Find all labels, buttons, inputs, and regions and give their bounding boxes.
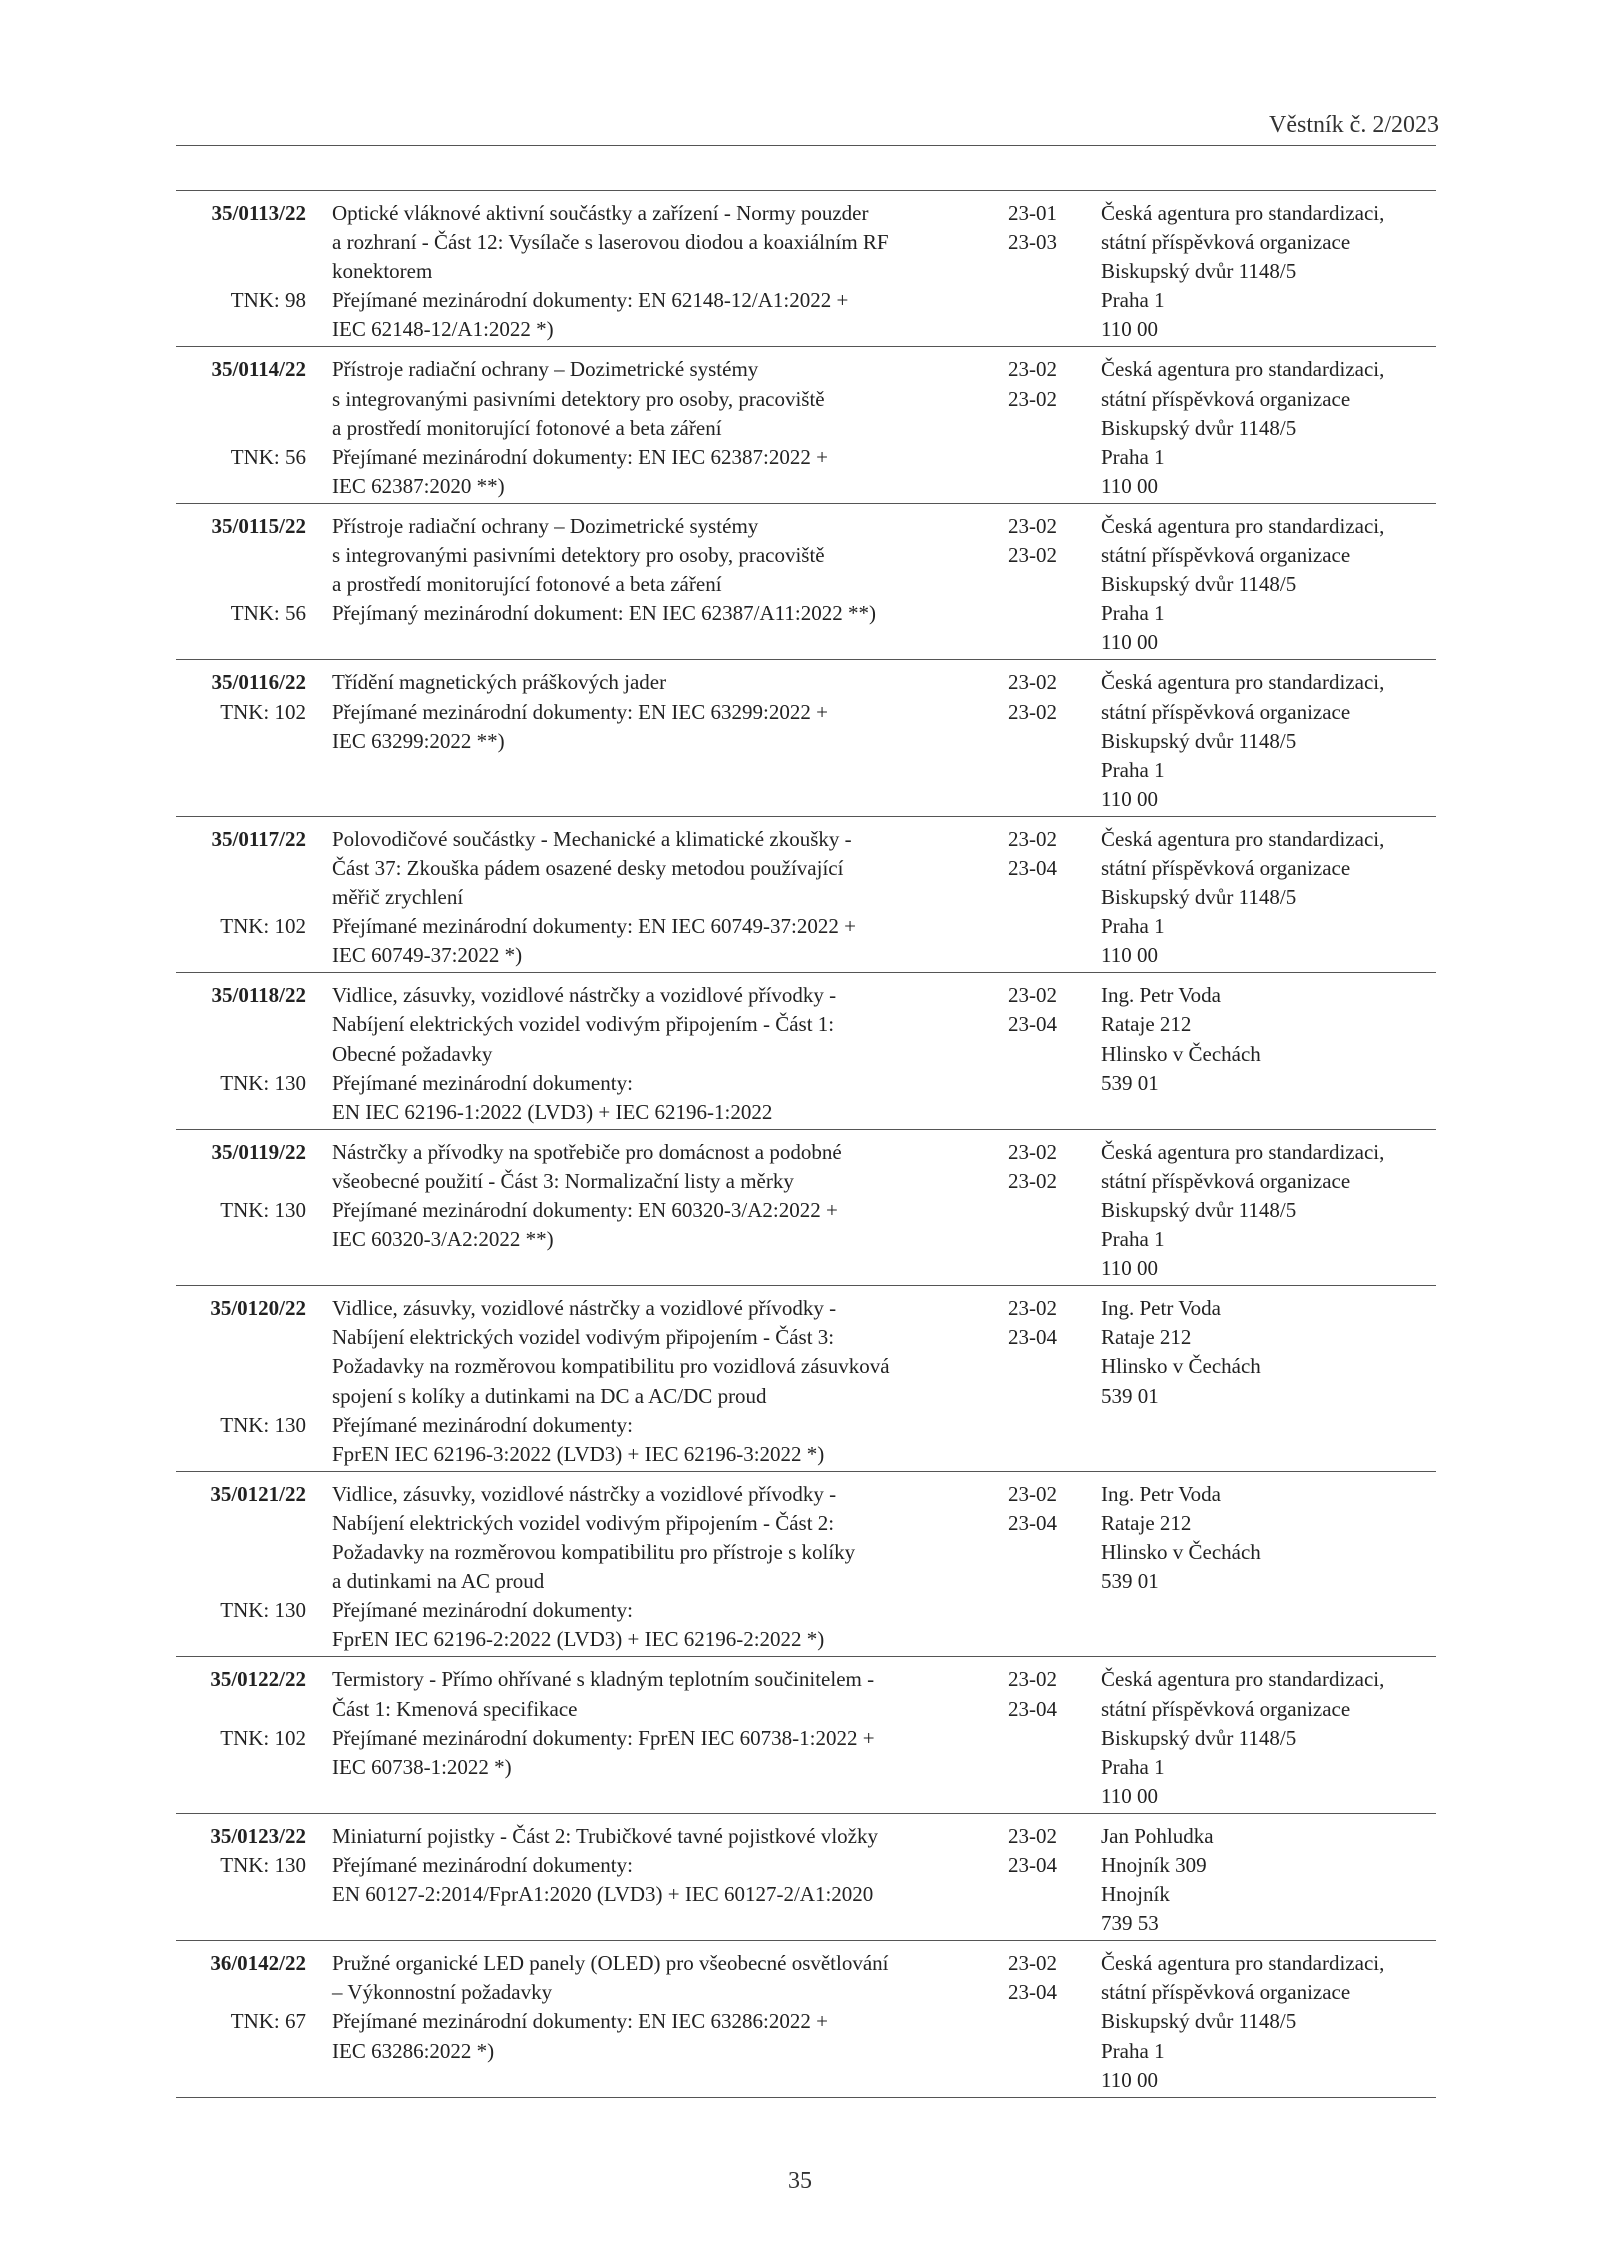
record-number: 35/0113/22: [211, 201, 306, 225]
record-title-line: s integrovanými pasivními detektory pro osoby, pracoviště: [332, 543, 825, 568]
record-dates-column: [1008, 1665, 1101, 1810]
record-title-line: a rozhraní - Část 12: Vysílače s laserovou diodou a koaxiálním RF: [332, 230, 889, 255]
record-contact-line: Ing. Petr Voda: [1101, 1296, 1221, 1321]
record-row: [176, 1286, 1436, 1472]
record-contact-column: [1101, 512, 1436, 657]
record-id-column: [176, 355, 332, 500]
record-date: 23-02: [1008, 1951, 1057, 1976]
record-tnk: TNK: 130: [220, 1070, 306, 1095]
record-date: 23-02: [1008, 670, 1057, 695]
record-title-line: Polovodičové součástky - Mechanické a klimatické zkoušky -: [332, 826, 852, 851]
record-tnk: TNK: 102: [220, 699, 306, 724]
record-id-column: [176, 1294, 332, 1469]
record-contact-line: Česká agentura pro standardizaci,: [1101, 513, 1385, 538]
header-divider: [176, 145, 1436, 146]
record-tnk: TNK: 130: [220, 1412, 306, 1437]
record-contact-column: [1101, 668, 1436, 813]
record-contact-line: státní příspěvková organizace: [1101, 1980, 1351, 2005]
record-title-column: [332, 512, 1008, 657]
record-tnk: TNK: 130: [220, 1598, 306, 1623]
record-documents-line: FprEN IEC 62196-3:2022 (LVD3) + IEC 62196-3:2022 *): [332, 1441, 825, 1466]
record-date: 23-04: [1008, 1696, 1057, 1721]
record-documents-line: EN IEC 62196-1:2022 (LVD3) + IEC 62196-1:2022: [332, 1099, 773, 1124]
record-id-column: [176, 668, 332, 813]
record-dates-column: [1008, 1294, 1101, 1469]
record-date: 23-04: [1008, 1852, 1057, 1877]
record-number: 35/0119/22: [211, 1139, 306, 1164]
record-title-line: Požadavky na rozměrovou kompatibilitu pro vozidlová zásuvková: [332, 1354, 890, 1379]
record-tnk: TNK: 67: [230, 2009, 306, 2034]
record-contact-line: Rataje 212: [1101, 1510, 1192, 1535]
page-number: 35: [788, 2168, 812, 2194]
record-title-column: [332, 668, 1008, 813]
record-contact-line: 739 53: [1101, 1911, 1159, 1936]
record-date: 23-02: [1008, 826, 1057, 851]
record-documents-line: Přejímaný mezinárodní dokument: EN IEC 62387/A11:2022 **): [332, 601, 876, 626]
record-contact-line: státní příspěvková organizace: [1101, 230, 1351, 255]
record-contact-line: Praha 1: [1101, 914, 1165, 939]
record-contact-column: [1101, 1480, 1436, 1655]
page-header-title: Věstník č. 2/2023: [1269, 112, 1439, 138]
record-contact-line: 110 00: [1101, 786, 1158, 811]
record-contact-line: Hlinsko v Čechách: [1101, 1540, 1261, 1565]
record-contact-line: Praha 1: [1101, 757, 1165, 782]
record-id-column: [176, 512, 332, 657]
record-number: 35/0120/22: [210, 1296, 306, 1321]
record-contact-line: státní příspěvková organizace: [1101, 386, 1351, 411]
record-documents-line: IEC 63299:2022 **): [332, 728, 505, 753]
record-title-line: Obecné požadavky: [332, 1041, 493, 1066]
record-contact-line: Česká agentura pro standardizaci,: [1101, 826, 1385, 851]
record-documents-line: Přejímané mezinárodní dokumenty:: [332, 1070, 633, 1095]
record-dates-column: [1008, 981, 1101, 1126]
record-tnk: TNK: 102: [220, 1725, 306, 1750]
record-date: 23-04: [1008, 1012, 1057, 1037]
record-contact-line: Hnojník 309: [1101, 1852, 1207, 1877]
record-date: 23-02: [1008, 1481, 1057, 1506]
record-number: 35/0117/22: [211, 826, 306, 851]
record-id-column: [176, 1822, 332, 1938]
record-contact-line: 539 01: [1101, 1383, 1159, 1408]
record-contact-line: Biskupský dvůr 1148/5: [1101, 415, 1297, 440]
record-title-line: spojení s kolíky a dutinkami na DC a AC/DC proud: [332, 1383, 767, 1408]
record-contact-line: 110 00: [1101, 1783, 1158, 1808]
record-contact-line: 539 01: [1101, 1070, 1159, 1095]
record-dates-column: [1008, 668, 1101, 813]
record-title-line: Vidlice, zásuvky, vozidlové nástrčky a vozidlové přívodky -: [332, 1481, 837, 1506]
record-documents-line: EN 60127-2:2014/FprA1:2020 (LVD3) + IEC 60127-2/A1:2020: [332, 1882, 874, 1907]
record-title-line: a prostředí monitorující fotonové a beta záření: [332, 415, 722, 440]
record-contact-column: [1101, 1822, 1436, 1938]
record-title-column: [332, 1480, 1008, 1655]
record-documents-line: Přejímané mezinárodní dokumenty: EN IEC 63286:2022 +: [332, 2009, 828, 2034]
record-documents-line: Přejímané mezinárodní dokumenty: FprEN IEC 60738-1:2022 +: [332, 1725, 875, 1750]
record-contact-line: Biskupský dvůr 1148/5: [1101, 1198, 1297, 1222]
record-contact-line: Rataje 212: [1101, 1012, 1192, 1037]
record-date: 23-04: [1008, 1510, 1057, 1535]
record-contact-line: Praha 1: [1101, 1227, 1165, 1252]
record-row: [176, 191, 1436, 347]
record-title-column: [332, 825, 1008, 970]
record-id-column: [176, 1665, 332, 1810]
record-contact-line: Česká agentura pro standardizaci,: [1101, 1667, 1385, 1692]
record-contact-column: [1101, 1138, 1436, 1283]
record-contact-line: 110 00: [1101, 943, 1158, 968]
record-id-column: [176, 1949, 332, 2094]
record-contact-line: Praha 1: [1101, 601, 1165, 626]
record-number: 35/0114/22: [211, 357, 306, 382]
record-title-line: – Výkonnostní požadavky: [332, 1980, 553, 2005]
record-contact-line: Biskupský dvůr 1148/5: [1101, 2009, 1297, 2034]
record-documents-line: IEC 62148-12/A1:2022 *): [332, 317, 554, 342]
record-title-line: Část 37: Zkouška pádem osazené desky metodou používající: [332, 855, 844, 880]
record-contact-line: Ing. Petr Voda: [1101, 1481, 1221, 1506]
record-contact-line: Česká agentura pro standardizaci,: [1101, 357, 1385, 382]
record-row: [176, 1814, 1436, 1941]
record-date: 23-02: [1008, 1667, 1057, 1692]
record-row: [176, 1941, 1436, 2097]
record-id-column: [176, 1480, 332, 1655]
record-dates-column: [1008, 355, 1101, 500]
record-contact-column: [1101, 199, 1436, 344]
record-contact-line: Jan Pohludka: [1101, 1823, 1214, 1848]
record-row: [176, 504, 1436, 660]
record-number: 35/0118/22: [211, 983, 306, 1008]
record-contact-column: [1101, 355, 1436, 500]
record-tnk: TNK: 98: [230, 288, 306, 313]
record-documents-line: IEC 60320-3/A2:2022 **): [332, 1227, 554, 1252]
record-date: 23-03: [1008, 230, 1057, 255]
record-contact-column: [1101, 1294, 1436, 1469]
record-contact-line: 110 00: [1101, 2067, 1158, 2092]
record-contact-line: 110 00: [1101, 630, 1158, 655]
record-title-line: Třídění magnetických práškových jader: [332, 670, 667, 695]
record-documents-line: IEC 60738-1:2022 *): [332, 1754, 512, 1779]
record-documents-line: Přejímané mezinárodní dokumenty: EN 60320-3/A2:2022 +: [332, 1198, 838, 1222]
record-contact-line: státní příspěvková organizace: [1101, 1168, 1351, 1193]
record-title-column: [332, 355, 1008, 500]
record-title-line: Vidlice, zásuvky, vozidlové nástrčky a vozidlové přívodky -: [332, 1296, 837, 1321]
record-documents-line: Přejímané mezinárodní dokumenty:: [332, 1852, 633, 1877]
record-date: 23-02: [1008, 357, 1057, 382]
record-documents-line: IEC 62387:2020 **): [332, 473, 505, 498]
record-title-line: Přístroje radiační ochrany – Dozimetrické systémy: [332, 513, 759, 538]
record-documents-line: Přejímané mezinárodní dokumenty:: [332, 1598, 633, 1623]
record-title-line: Nabíjení elektrických vozidel vodivým připojením - Část 2:: [332, 1510, 835, 1535]
record-title-column: [332, 1822, 1008, 1938]
record-title-line: Nabíjení elektrických vozidel vodivým připojením - Část 1:: [332, 1012, 835, 1037]
record-contact-line: Praha 1: [1101, 1754, 1165, 1779]
record-title-line: a dutinkami na AC proud: [332, 1569, 545, 1594]
record-documents-line: Přejímané mezinárodní dokumenty:: [332, 1412, 633, 1437]
record-dates-column: [1008, 1138, 1101, 1283]
record-title-line: Pružné organické LED panely (OLED) pro všeobecné osvětlování: [332, 1951, 889, 1976]
record-row: [176, 973, 1436, 1129]
record-contact-line: Biskupský dvůr 1148/5: [1101, 572, 1297, 597]
record-title-line: konektorem: [332, 259, 433, 284]
record-date: 23-04: [1008, 1980, 1057, 2005]
record-date: 23-02: [1008, 699, 1057, 724]
record-documents-line: IEC 63286:2022 *): [332, 2038, 495, 2063]
record-number: 35/0116/22: [211, 670, 306, 695]
record-dates-column: [1008, 1822, 1101, 1938]
record-contact-line: Ing. Petr Voda: [1101, 983, 1221, 1008]
record-contact-line: Česká agentura pro standardizaci,: [1101, 670, 1385, 695]
record-contact-line: státní příspěvková organizace: [1101, 699, 1351, 724]
record-title-column: [332, 1138, 1008, 1283]
record-contact-line: státní příspěvková organizace: [1101, 855, 1351, 880]
record-dates-column: [1008, 1480, 1101, 1655]
record-title-line: s integrovanými pasivními detektory pro osoby, pracoviště: [332, 386, 825, 411]
record-contact-line: státní příspěvková organizace: [1101, 1696, 1351, 1721]
record-dates-column: [1008, 825, 1101, 970]
record-contact-line: Biskupský dvůr 1148/5: [1101, 1725, 1297, 1750]
record-row: [176, 347, 1436, 503]
record-contact-line: 539 01: [1101, 1569, 1159, 1594]
record-contact-column: [1101, 1665, 1436, 1810]
record-documents-line: Přejímané mezinárodní dokumenty: EN IEC 63299:2022 +: [332, 699, 828, 724]
record-tnk: TNK: 56: [230, 444, 306, 469]
record-dates-column: [1008, 512, 1101, 657]
record-title-line: Požadavky na rozměrovou kompatibilitu pro přístroje s kolíky: [332, 1540, 856, 1565]
record-contact-column: [1101, 981, 1436, 1126]
record-title-line: Nástrčky a přívodky na spotřebiče pro domácnost a podobné: [332, 1139, 842, 1164]
record-title-line: a prostředí monitorující fotonové a beta záření: [332, 572, 722, 597]
record-date: 23-02: [1008, 1823, 1057, 1848]
record-dates-column: [1008, 1949, 1101, 2094]
record-title-column: [332, 1949, 1008, 2094]
record-tnk: TNK: 56: [230, 601, 306, 626]
record-number: 35/0122/22: [210, 1667, 306, 1692]
record-contact-line: Biskupský dvůr 1148/5: [1101, 259, 1297, 284]
record-dates-column: [1008, 199, 1101, 344]
record-title-line: Optické vláknové aktivní součástky a zařízení - Normy pouzder: [332, 201, 869, 225]
record-title-column: [332, 1294, 1008, 1469]
record-number: 35/0121/22: [210, 1481, 306, 1506]
record-row: [176, 1130, 1436, 1286]
record-row: [176, 817, 1436, 973]
record-date: 23-04: [1008, 855, 1057, 880]
record-documents-line: FprEN IEC 62196-2:2022 (LVD3) + IEC 62196-2:2022 *): [332, 1627, 825, 1652]
record-title-line: Část 1: Kmenová specifikace: [332, 1696, 578, 1721]
record-title-column: [332, 981, 1008, 1126]
record-contact-line: státní příspěvková organizace: [1101, 543, 1351, 568]
record-number: 35/0123/22: [210, 1823, 306, 1848]
record-date: 23-02: [1008, 543, 1057, 568]
record-contact-line: Praha 1: [1101, 444, 1165, 469]
record-date: 23-02: [1008, 983, 1057, 1008]
record-date: 23-02: [1008, 1296, 1057, 1321]
record-date: 23-04: [1008, 1325, 1057, 1350]
record-contact-line: 110 00: [1101, 1256, 1158, 1281]
record-date: 23-02: [1008, 1139, 1057, 1164]
record-contact-line: 110 00: [1101, 473, 1158, 498]
record-contact-line: Biskupský dvůr 1148/5: [1101, 728, 1297, 753]
record-contact-column: [1101, 1949, 1436, 2094]
record-title-line: všeobecné použití - Část 3: Normalizační listy a měrky: [332, 1168, 794, 1193]
record-contact-line: Česká agentura pro standardizaci,: [1101, 1951, 1385, 1976]
record-title-line: Miniaturní pojistky - Část 2: Trubičkové tavné pojistkové vložky: [332, 1823, 878, 1848]
record-tnk: TNK: 130: [220, 1198, 306, 1222]
record-row: [176, 1657, 1436, 1813]
record-title-column: [332, 1665, 1008, 1810]
record-date: 23-02: [1008, 1168, 1057, 1193]
record-contact-column: [1101, 825, 1436, 970]
record-documents-line: Přejímané mezinárodní dokumenty: EN 62148-12/A1:2022 +: [332, 288, 849, 313]
record-tnk: TNK: 130: [220, 1852, 306, 1877]
record-contact-line: Česká agentura pro standardizaci,: [1101, 1139, 1385, 1164]
records-table: [176, 190, 1436, 2098]
record-contact-line: 110 00: [1101, 317, 1158, 342]
record-contact-line: Hlinsko v Čechách: [1101, 1041, 1261, 1066]
record-contact-line: Hlinsko v Čechách: [1101, 1354, 1261, 1379]
record-id-column: [176, 199, 332, 344]
record-date: 23-01: [1008, 201, 1057, 225]
record-contact-line: Rataje 212: [1101, 1325, 1192, 1350]
record-contact-line: Praha 1: [1101, 2038, 1165, 2063]
record-contact-line: Praha 1: [1101, 288, 1165, 313]
record-contact-line: Biskupský dvůr 1148/5: [1101, 885, 1297, 910]
record-title-line: Přístroje radiační ochrany – Dozimetrické systémy: [332, 357, 759, 382]
record-title-column: [332, 199, 1008, 344]
record-row: [176, 1472, 1436, 1658]
record-row: [176, 660, 1436, 816]
record-documents-line: IEC 60749-37:2022 *): [332, 943, 523, 968]
record-id-column: [176, 825, 332, 970]
record-date: 23-02: [1008, 513, 1057, 538]
record-title-line: Vidlice, zásuvky, vozidlové nástrčky a vozidlové přívodky -: [332, 983, 837, 1008]
record-contact-line: Hnojník: [1101, 1882, 1170, 1907]
record-contact-line: Česká agentura pro standardizaci,: [1101, 201, 1385, 225]
record-title-line: Termistory - Přímo ohřívané s kladným teplotním součinitelem -: [332, 1667, 875, 1692]
record-documents-line: Přejímané mezinárodní dokumenty: EN IEC 62387:2022 +: [332, 444, 828, 469]
record-number: 36/0142/22: [210, 1951, 306, 1976]
record-number: 35/0115/22: [211, 513, 306, 538]
record-id-column: [176, 981, 332, 1126]
record-title-line: měřič zrychlení: [332, 885, 464, 910]
record-tnk: TNK: 102: [220, 914, 306, 939]
record-documents-line: Přejímané mezinárodní dokumenty: EN IEC 60749-37:2022 +: [332, 914, 856, 939]
record-date: 23-02: [1008, 386, 1057, 411]
record-id-column: [176, 1138, 332, 1283]
record-title-line: Nabíjení elektrických vozidel vodivým připojením - Část 3:: [332, 1325, 835, 1350]
